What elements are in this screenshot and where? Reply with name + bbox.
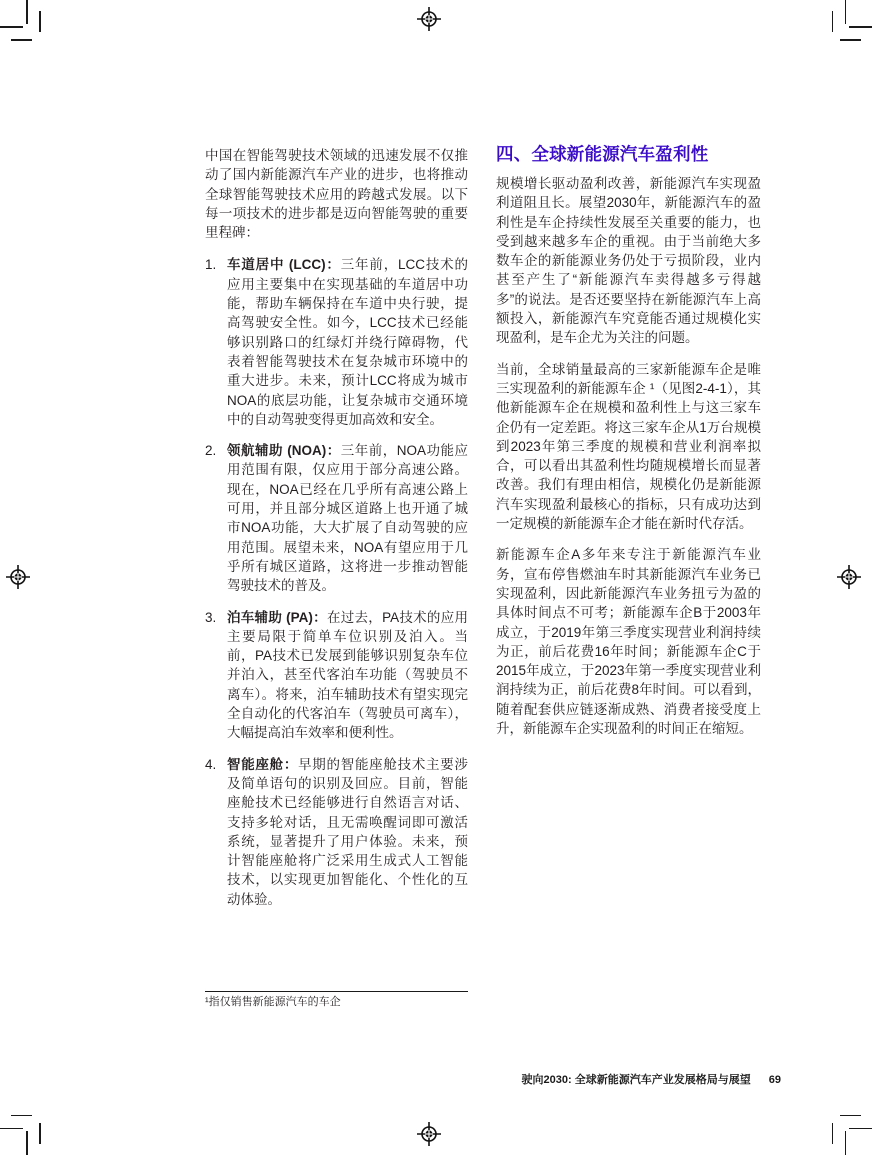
crop-mark	[849, 26, 872, 28]
footnote	[205, 991, 468, 1010]
crop-mark	[39, 11, 41, 32]
list-number: 3.	[205, 609, 217, 625]
list-item	[205, 441, 468, 595]
list-term: 泊车辅助 (PA)：	[227, 609, 327, 625]
registration-mark-icon	[416, 1121, 442, 1147]
list-desc: 早期的智能座舱技术主要涉及简单语句的识别及回应。目前，智能座舱技术已经能够进行自然语言对话、支持多轮对话，且无需唤醒词即可激活系统，显著提升了用户体验。未来，预计智能座舱将广泛采用生成式人工智能技术，以实现更加智能化、个性化的互动体验。	[227, 756, 468, 907]
list-desc: 在过去，PA技术的应用主要局限于简单车位识别及泊入。当前，PA技术已发展到能够识别复杂车位并泊入，甚至代客泊车功能（驾驶员不离车）。将来，泊车辅助技术有望实现完全自动化的代客泊车（驾驶员可离车），大幅提高泊车效率和便利性。	[227, 609, 468, 741]
left-column	[205, 146, 468, 921]
crop-mark	[849, 1128, 872, 1130]
intro-paragraph: 中国在智能驾驶技术领域的迅速发展不仅推动了国内新能源汽车产业的进步，也将推动全球智能驾驶技术应用的跨越式发展。以下每一项技术的进步都是迈向智能驾驶的重要里程碑：	[205, 148, 468, 241]
page-footer	[522, 1071, 781, 1087]
paragraph: 新能源车企A多年来专注于新能源汽车业务，宣布停售燃油车时其新能源汽车业务已实现盈利，因此新能源汽车业务扭亏为盈的具体时间点不可考；新能源车企B于2003年成立，于2019年第三季度实现营业利润持续为正，前后花费16年时间；新能源车企C于2015年成立，于2023年第一季度实现营业利润持续为正，前后花费8年时间。可以看到，随着配套供应链逐渐成熟、消费者接受度上升，新能源车企实现盈利的时间正在缩短。	[496, 547, 761, 737]
page-number: 69	[768, 1074, 781, 1086]
list-term: 领航辅助 (NOA)：	[227, 443, 341, 459]
footnote-text: ¹指仅销售新能源汽车的车企	[205, 996, 341, 1008]
paragraph: 规模增长驱动盈利改善，新能源汽车实现盈利道阻且长。展望2030年，新能源汽车的盈利性是车企持续性发展至关重要的能力，也受到越来越多车企的重视。由于当前绝大多数车企的新能源业务仍处于亏损阶段，业内甚至产生了“新能源汽车卖得越多亏得越多”的说法。是否还要坚持在新能源汽车上高额投入，新能源汽车究竟能否通过规模化实现盈利，是车企尤为关注的问题。	[496, 176, 761, 346]
crop-mark	[26, 1131, 28, 1155]
registration-mark-icon	[836, 564, 862, 590]
crop-mark	[845, 0, 847, 24]
list-number: 1.	[205, 257, 217, 273]
footnote-rule	[205, 991, 468, 992]
list-item-text	[227, 755, 468, 909]
crop-mark	[39, 1123, 41, 1144]
registration-mark-icon	[416, 6, 442, 32]
crop-mark	[26, 0, 28, 24]
list-desc: 三年前，LCC技术的应用主要集中在实现基础的车道居中功能，帮助车辆保持在车道中央行驶，提高驾驶安全性。如今，LCC技术已经能够识别路口的红绿灯并绕行障碍物，代表着智能驾驶技术在复杂城市环境中的重大进步。未来，预计LCC将成为城市NOA的底层功能，让复杂城市交通环境中的自动驾驶变得更加高效和安全。	[227, 257, 468, 427]
crop-mark	[0, 1128, 23, 1130]
crop-mark	[11, 1115, 32, 1117]
crop-mark	[840, 39, 861, 41]
list-number: 2.	[205, 443, 217, 459]
list-item	[205, 608, 468, 743]
crop-mark	[832, 11, 834, 32]
list-item-text	[227, 608, 468, 743]
footer-title: 驶向2030: 全球新能源汽车产业发展格局与展望	[521, 1074, 751, 1086]
crop-mark	[11, 39, 32, 41]
section-heading: 四、全球新能源汽车盈利性	[496, 144, 709, 164]
list-number: 4.	[205, 756, 217, 772]
list-item-text	[227, 441, 468, 595]
right-column	[496, 143, 761, 750]
list-item-text	[227, 255, 468, 429]
list-desc: 三年前，NOA功能应用范围有限，仅应用于部分高速公路。现在，NOA已经在几乎所有高速公路上可用，并且部分城区道路上也开通了城市NOA功能，大大扩展了自动驾驶的应用范围。展望未来，NOA有望应用于几乎所有城区道路，这将进一步推动智能驾驶技术的普及。	[227, 443, 468, 594]
crop-mark	[832, 1123, 834, 1144]
list-item	[205, 255, 468, 429]
registration-mark-icon	[5, 564, 31, 590]
crop-mark	[845, 1131, 847, 1155]
list-item	[205, 755, 468, 909]
crop-mark	[0, 26, 23, 28]
paragraph: 当前，全球销量最高的三家新能源车企是唯三实现盈利的新能源车企 ¹（见图2-4-1），其他新能源车企在规模和盈利性上与这三家车企仍有一定差距。将这三家车企从1万台规模到2023年第三季度的规模和营业利润率拟合，可以看出其盈利性均随规模增长而显著改善。我们有理由相信，规模化仍是新能源汽车实现盈利最核心的指标，只有成功达到一定规模的新能源车企才能在新时代存活。	[496, 361, 761, 532]
list-term: 智能座舱：	[227, 756, 299, 772]
crop-mark	[840, 1115, 861, 1117]
list-term: 车道居中 (LCC)：	[227, 257, 341, 273]
